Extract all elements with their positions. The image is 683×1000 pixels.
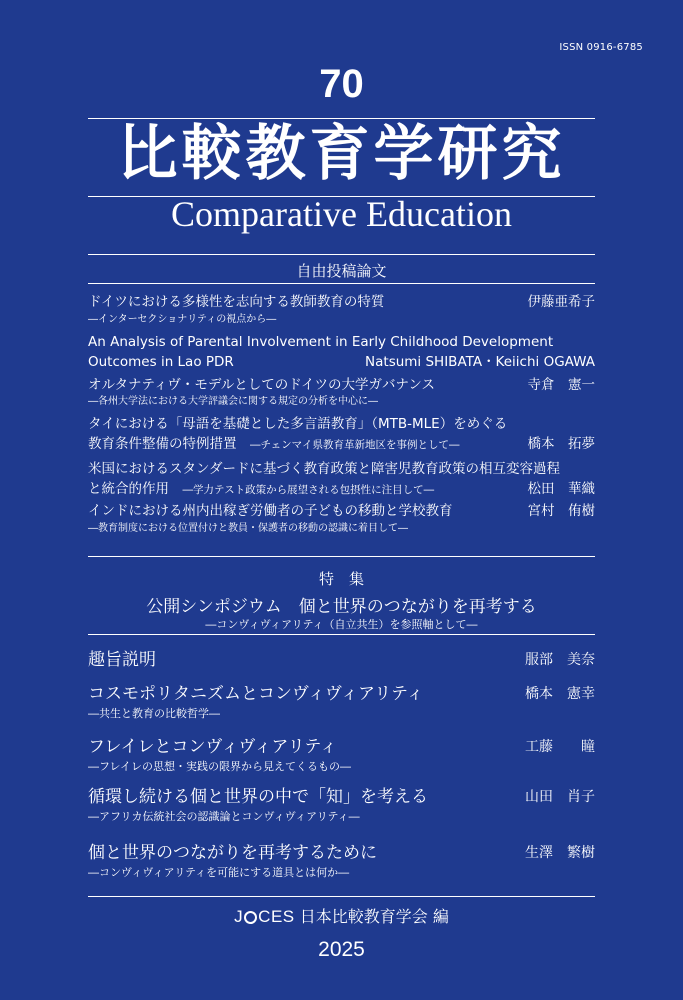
article-title: タイにおける「母語を基礎とした多言語教育」（MTB-MLE）をめぐる [88, 416, 508, 432]
feature-item-author: 山田 肖子 [525, 789, 595, 805]
article-title: インドにおける州内出稼ぎ労働者の子どもの移動と学校教育 [88, 503, 453, 519]
jces-logo [234, 907, 294, 927]
logo-letter: J [234, 907, 244, 926]
article-title-cont: と統合的作用 [88, 481, 169, 497]
article-author: 宮村 侑樹 [527, 503, 595, 519]
free-section-heading: 自由投稿論文 [296, 262, 387, 280]
feature-item-subtitle: ―アフリカ伝統社会の認識論とコンヴィヴィアリティ― [88, 810, 360, 823]
feature-item-subtitle: ―共生と教育の比較哲学― [88, 707, 220, 720]
article-title-cont: Outcomes in Lao PDR [88, 354, 234, 370]
feature-item-title: コスモポリタニズムとコンヴィヴィアリティ [88, 684, 424, 704]
article-title: 米国におけるスタンダードに基づく教育政策と障害児教育政策の相互変容過程 [88, 461, 560, 477]
article-title: オルタナティヴ・モデルとしてのドイツの大学ガバナンス [88, 377, 435, 393]
feature-item-author: 服部 美奈 [525, 652, 595, 668]
publication-year: 2025 [318, 938, 365, 961]
article-title: ドイツにおける多様性を志向する教師教育の特質 [88, 294, 385, 310]
article-author: 伊藤亜希子 [527, 294, 595, 310]
feature-bottom-rule [88, 896, 595, 897]
journal-title-en: Comparative Education [171, 194, 512, 234]
logo-letters: CES [258, 907, 295, 926]
volume-number: 70 [319, 62, 364, 106]
feature-title: 公開シンポジウム 個と世界のつながりを再考する [146, 597, 537, 617]
feature-label: 特 集 [318, 570, 364, 588]
journal-title-ja: 比較教育学研究 [117, 119, 566, 189]
publisher-name: 日本比較教育学会 編 [299, 907, 449, 926]
article-author: 寺倉 憲一 [527, 377, 595, 393]
article-author: 橋本 拓夢 [527, 436, 595, 452]
publisher-line [0, 904, 683, 927]
article-author: 松田 華織 [527, 481, 595, 497]
article-author: Natsumi SHIBATA・Keiichi OGAWA [365, 354, 595, 370]
feature-top-rule [88, 556, 595, 557]
feature-item-subtitle: ―コンヴィヴィアリティを可能にする道具とは何か― [88, 866, 350, 879]
feature-heading-rule [88, 634, 595, 635]
article-subtitle: ―学力テスト政策から展望される包摂性に注目して― [182, 484, 435, 496]
feature-item-author: 橋本 憲幸 [525, 686, 595, 702]
article-subtitle: ―各州大学法における大学評議会に関する規定の分析を中心に― [88, 396, 378, 407]
free-section-top-rule [88, 254, 595, 255]
feature-item-author: 工藤 瞳 [525, 739, 595, 755]
article-subtitle: ―教育制度における位置付けと教員・保護者の移動の認識に着目して― [88, 523, 408, 534]
feature-item-title: 循環し続ける個と世界の中で「知」を考える [88, 787, 428, 807]
article-title-cont: 教育条件整備の特例措置 [88, 436, 237, 452]
feature-item-author: 生澤 繁樹 [525, 845, 595, 861]
feature-item-subtitle: ―フレイレの思想・実践の限界から見えてくるもの― [88, 760, 352, 773]
issn: ISSN 0916-6785 [559, 42, 643, 53]
feature-item-title: 個と世界のつながりを再考するために [88, 843, 377, 863]
feature-item-title: フレイレとコンヴィヴィアリティ [88, 737, 338, 757]
feature-subtitle: ―コンヴィヴィアリティ（自立共生）を参照軸として― [205, 618, 478, 631]
free-section-heading-rule [88, 283, 595, 284]
article-subtitle: ―インターセクショナリティの視点から― [88, 314, 277, 325]
article-title: An Analysis of Parental Involvement in Early Childhood Development [88, 334, 554, 350]
logo-circle-icon [244, 911, 257, 924]
feature-item-title: 趣旨説明 [88, 650, 156, 670]
article-subtitle: ―チェンマイ県教育革新地区を事例として― [250, 439, 460, 451]
